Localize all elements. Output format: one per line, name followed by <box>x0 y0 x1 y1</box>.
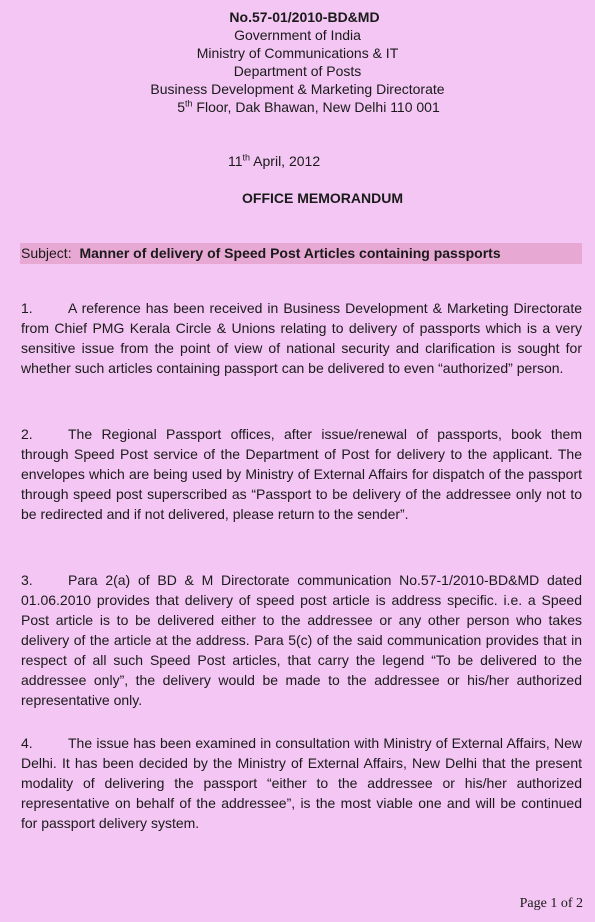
paragraph-number: 2. <box>21 426 33 442</box>
memo-title: OFFICE MEMORANDUM <box>242 190 403 206</box>
address-floor-suffix: th <box>185 98 193 109</box>
subject-line <box>20 243 582 264</box>
letterhead-ministry: Ministry of Communications & IT <box>196 45 399 61</box>
page-number: Page 1 of 2 <box>519 896 583 911</box>
paragraph-text: Para 2(a) of BD & M Directorate communication No.57-1/2010-BD&MD dated 01.06.2010 provides that delivery of speed post article is address specific. i.e. a Speed Post article is to be delivered either to the addressee or any other person who takes delivery of the article at the address. Para 5(c) of the said communication provides that in respect of all such Speed Post articles, that carry the legend “To be delivered to the addressee only”, the delivery would be made to the addressee or his/her authorized representative only. <box>21 572 582 708</box>
letterhead-department: Department of Posts <box>233 63 362 79</box>
letterhead-government: Government of India <box>234 27 361 43</box>
letterhead-address <box>22 98 595 116</box>
paragraph-text: The issue has been examined in consultation with Ministry of External Affairs, New Delhi. It has been decided by the Ministry of External Affairs, New Delhi that the present modality of delivering the passport “either to the addressee or his/her authorized representative on behalf of the addressee”, is the most viable one and will be continued for passport delivery system. <box>21 735 582 831</box>
paragraph-number: 3. <box>21 572 33 588</box>
paragraph-text: A reference has been received in Business Development & Marketing Directorate from Chief PMG Kerala Circle & Unions relating to delivery of passports which is a very sensitive issue from the point of view of national security and clarification is sought for whether such articles containing passport can be delivered to even “authorized” person. <box>21 300 582 376</box>
letterhead-directorate: Business Development & Marketing Directorate <box>150 81 445 97</box>
paragraph-number: 4. <box>21 735 33 751</box>
paragraph-1 <box>21 298 582 378</box>
date-rest: April, 2012 <box>250 153 321 169</box>
paragraph-3 <box>21 570 582 710</box>
address-floor-number: 5 <box>177 99 186 115</box>
date-day: 11 <box>228 153 243 169</box>
subject-label: Subject: <box>21 245 72 261</box>
paragraph-text: The Regional Passport offices, after issue/renewal of passports, book them through Speed Post service of the Department of Post for delivery to the applicant. The envelopes which are being used by Ministry of External Affairs for dispatch of the passport through speed post superscribed as “Passport to be delivery of the addressee only not to be redirected and if not delivered, please return to the sender”. <box>21 426 582 522</box>
letterhead <box>0 8 595 116</box>
paragraph-number: 1. <box>21 300 33 316</box>
memo-date <box>228 152 320 170</box>
paragraph-4 <box>21 733 582 833</box>
reference-number: No.57-01/2010-BD&MD <box>229 9 380 25</box>
address-rest: Floor, Dak Bhawan, New Delhi 110 001 <box>192 99 440 115</box>
subject-text: Manner of delivery of Speed Post Articles containing passports <box>79 245 501 261</box>
date-suffix: th <box>242 152 251 163</box>
paragraph-2 <box>21 424 582 524</box>
